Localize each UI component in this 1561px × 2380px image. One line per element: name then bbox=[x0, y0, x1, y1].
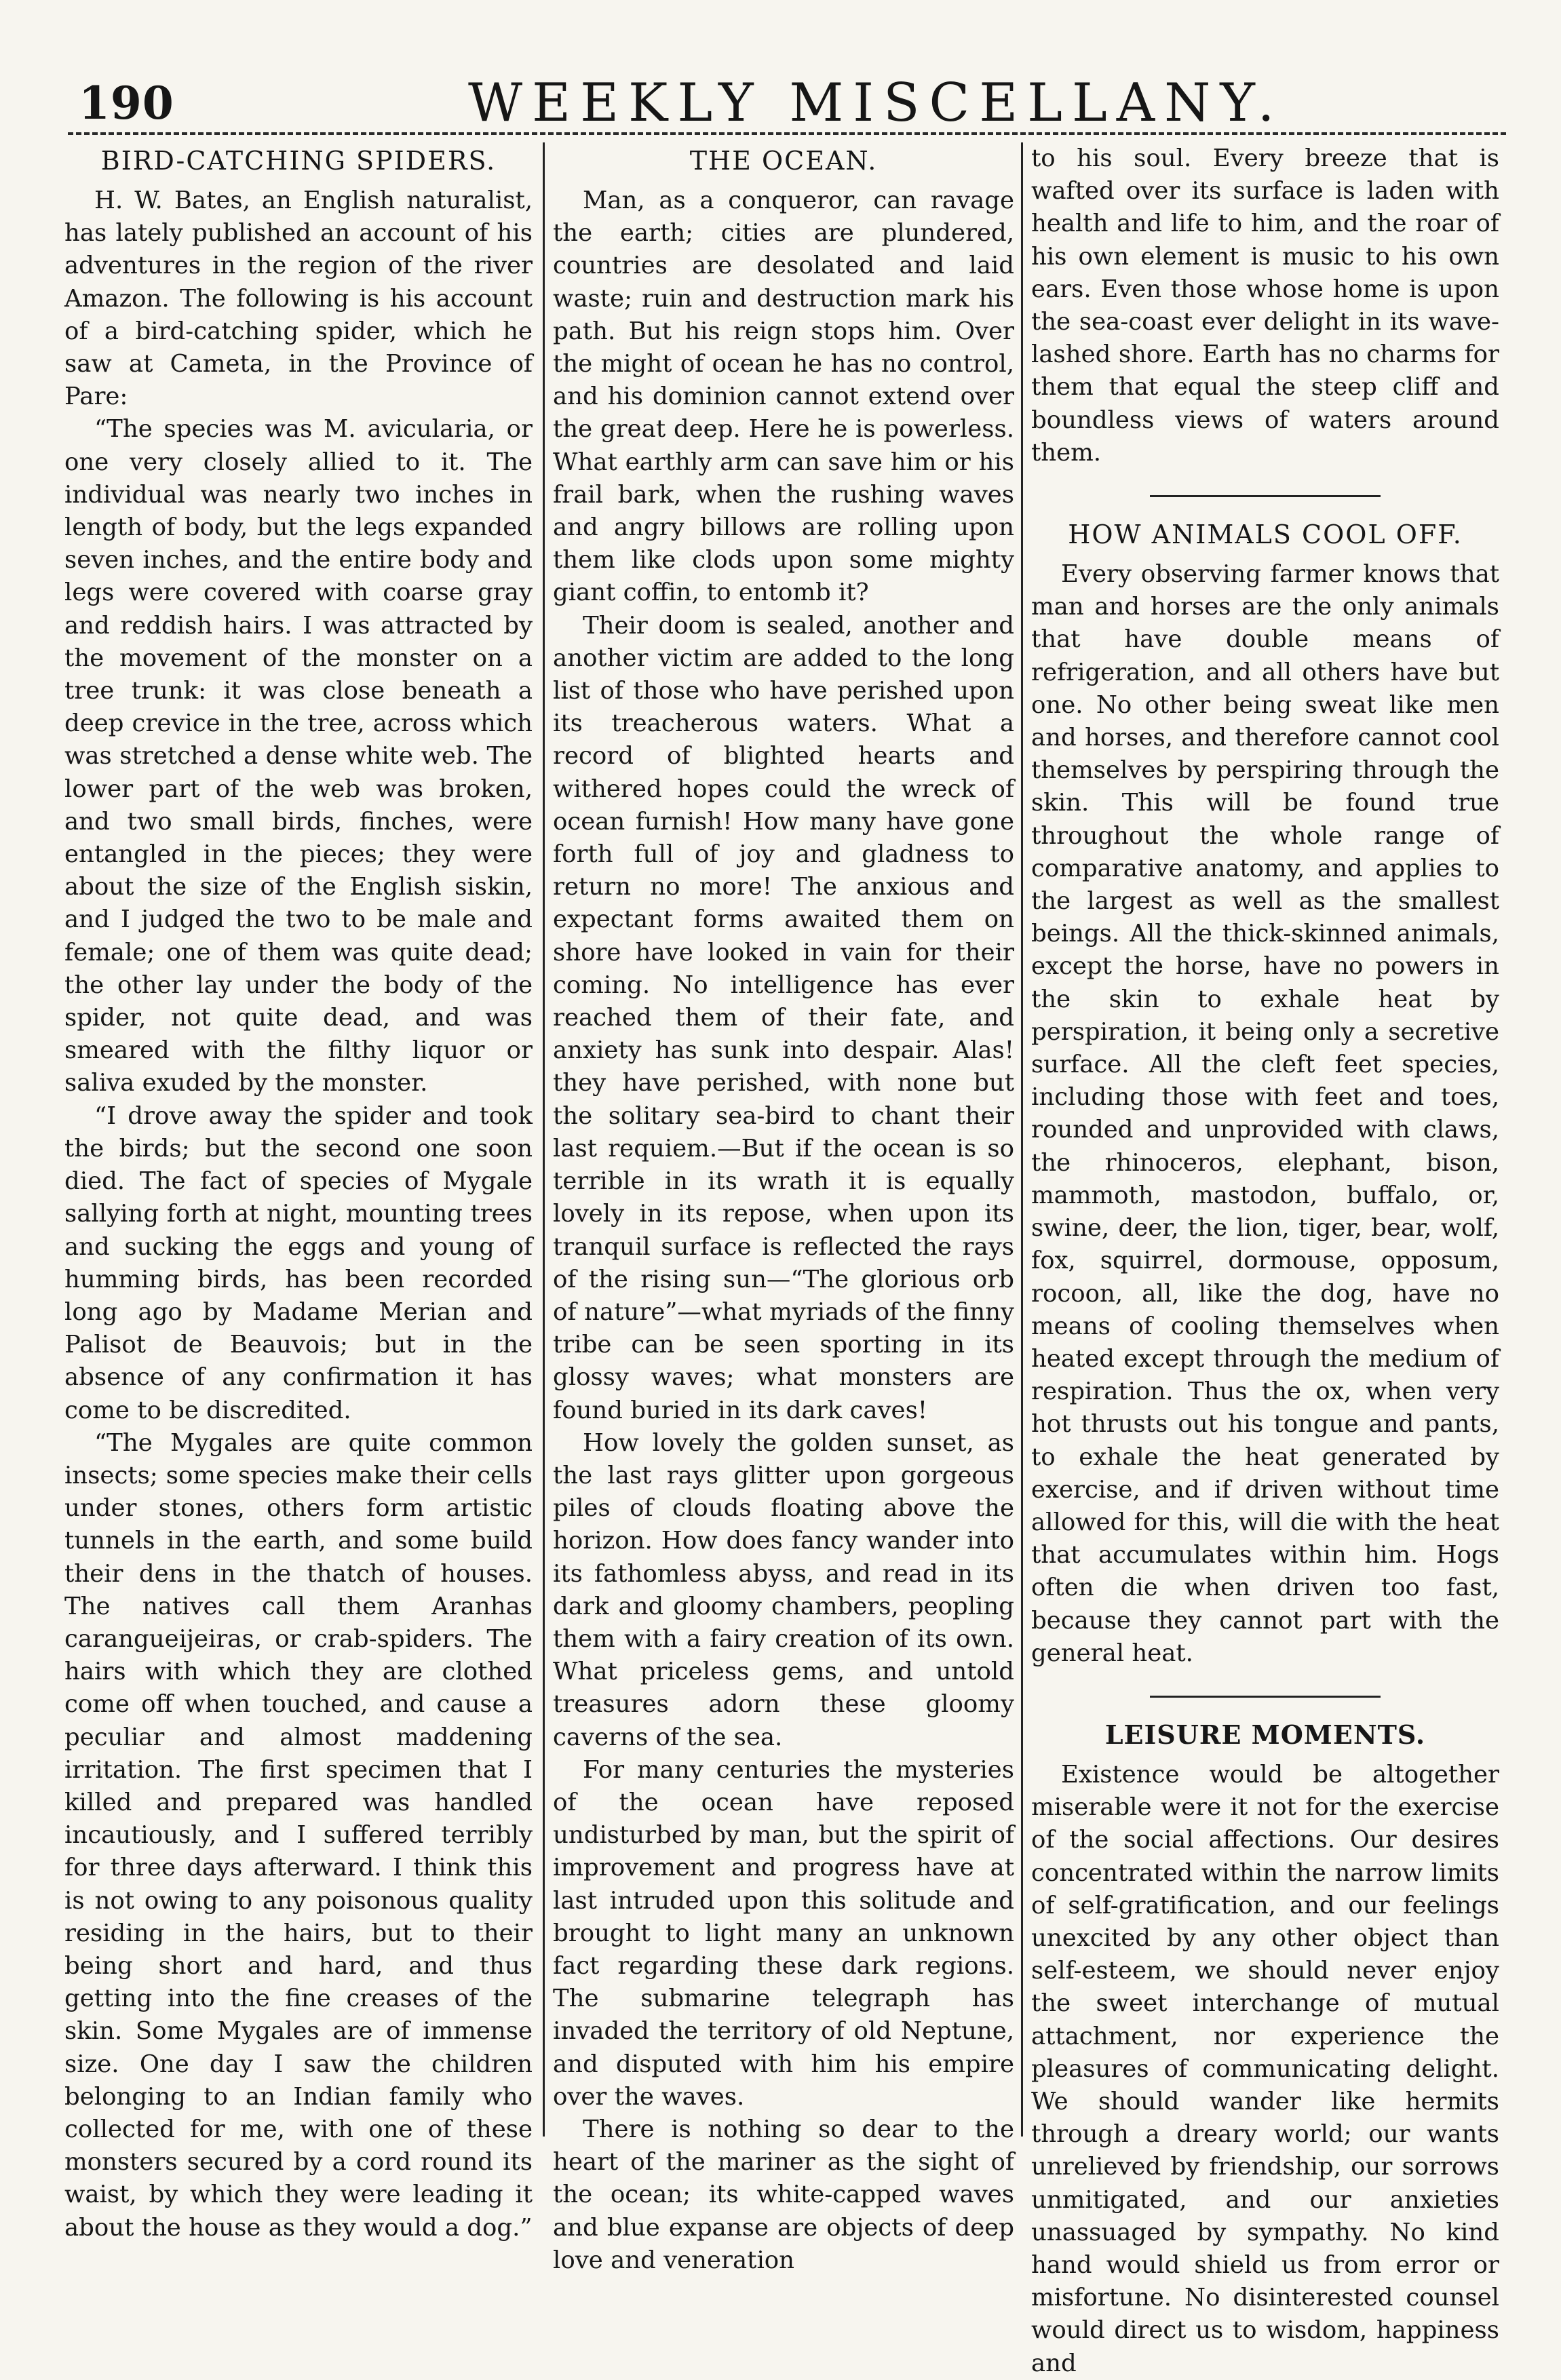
article-heading-leisure-moments: LEISURE MOMENTS. bbox=[1104, 1719, 1426, 1750]
masthead bbox=[68, 64, 1492, 139]
article-paragraph: How lovely the golden sunset, as the last rays glitter upon gorgeous piles of clouds floating above the horizon. How does fancy wander into its fathomless abyss, and read in its dark and gloomy chambers, peopling them with a fairy creation of its own. What priceless gems, and untold treasures adorn these gloomy caverns of the sea. bbox=[553, 1428, 1014, 1751]
article-paragraph: “The Mygales are quite common insects; some species make their cells under stones, others form artistic tunnels in the earth, and some build their dens in the thatch of houses. The natives call them Aranhas carangueijeiras, or crab-spiders. The hairs with which they are clothed come off when touched, and cause a peculiar and almost maddening irritation. The first specimen that I killed and prepared was handled incautiously, and I suffered terribly for three days afterward. I think this is not owing to any poisonous quality residing in the hairs, but to their being short and hard, and thus getting into the fine creases of the skin. Some Mygales are of immense size. One day I saw the children belonging to an Indian family who collected for me, with one of these monsters secured by a cord round its waist, by which they were leading it about the house as they would a dog.” bbox=[64, 1428, 533, 2242]
column-1 bbox=[64, 142, 533, 2242]
article-heading-how-animals-cool-off: HOW ANIMALS COOL OFF. bbox=[1068, 520, 1463, 550]
article-paragraph: Existence would be altogether miserable were it not for the exercise of the social affections. Our desires concentrated within the narrow limits of self-gratification, and our feelings unexcited by any other object than self-esteem, we should never enjoy the sweet interchange of mutual attachment, nor experience the pleasures of communicating delight. We should wander like hermits through a dreary world; our wants unrelieved by friendship, our sorrows unmitigated, and our anxieties unassuaged by sympathy. No kind hand would shield us from error or misfortune. No disinterested counsel would direct us to wisdom, happiness and bbox=[1031, 1760, 1499, 2377]
column-rule bbox=[543, 142, 545, 2137]
article-continuation: to his soul. Every breeze that is wafted over its surface is laden with health and life to him, and the roar of his own element is music to his own ears. Even those whose home is upon the sea-coast ever delight in its wave-lashed shore. Earth has no charms for them that equal the steep cliff and boundless views of waters around them. bbox=[1031, 144, 1499, 467]
article-heading-the-ocean: THE OCEAN. bbox=[689, 146, 878, 176]
section-divider bbox=[1150, 1696, 1381, 1698]
newspaper-title: WEEKLY MISCELLANY. bbox=[468, 73, 1284, 134]
article-paragraph: For many centuries the mysteries of the ocean have reposed undisturbed by man, but the spirit of improvement and progress have at last intruded upon this solitude and brought to light many an unknown fact regarding these dark regions. The submarine telegraph has invaded the territory of old Neptune, and disputed with him his empire over the waves. bbox=[553, 1755, 1014, 2111]
article-paragraph: “The species was M. avicularia, or one very closely allied to it. The individual was nearly two inches in length of body, but the legs expanded seven inches, and the entire body and legs were covered with coarse gray and reddish hairs. I was attracted by the movement of the monster on a tree trunk: it was close beneath a deep crevice in the tree, across which was stretched a dense white web. The lower part of the web was broken, and two small birds, finches, were entangled in the pieces; they were about the size of the English siskin, and I judged the two to be male and female; one of them was quite dead; the other lay under the body of the spider, not quite dead, and was smeared with the filthy liquor or saliva exuded by the monster. bbox=[64, 415, 533, 1097]
column-2 bbox=[553, 142, 1014, 2274]
section-divider bbox=[1150, 495, 1381, 497]
article-paragraph: H. W. Bates, an English naturalist, has lately published an account of his adventures in the region of the river Amazon. The following is his account of a bird-catching spider, which he saw at Cameta, in the Province of Pare: bbox=[64, 187, 533, 411]
column-3 bbox=[1031, 142, 1499, 2377]
article-paragraph: Man, as a conqueror, can ravage the earth; cities are plundered, countries are desolated and laid waste; ruin and destruction mark his path. But his reign stops him. Over the might of ocean he has no control, and his dominion cannot extend over the great deep. Here he is powerless. What earthly arm can save him or his frail bark, when the rushing waves and angry billows are rolling upon them like clods upon some mighty giant coffin, to entomb it? bbox=[553, 187, 1014, 607]
article-paragraph: There is nothing so dear to the heart of the mariner as the sight of the ocean; its white-capped waves and blue expanse are objects of deep love and veneration bbox=[553, 2115, 1014, 2274]
article-paragraph: Every observing farmer knows that man and horses are the only animals that have double means of refrigeration, and all others have but one. No other being sweat like men and horses, and therefore cannot cool themselves by perspiring through the skin. This will be found true throughout the whole range of comparative anatomy, and applies to the largest as well as the smallest beings. All the thick-skinned animals, except the horse, have no powers in the skin to exhale heat by perspiration, it being only a secretive surface. All the cleft feet species, including those with feet and toes, rounded and unprovided with claws, the rhinoceros, elephant, bison, mammoth, mastodon, buffalo, or, swine, deer, the lion, tiger, bear, wolf, fox, squirrel, dormouse, opposum, rocoon, all, like the dog, have no means of cooling themselves when heated except through the medium of respiration. Thus the ox, when very hot thrusts out his tongue and pants, to exhale the heat generated by exercise, and if driven without time allowed for this, will die with the heat that accumulates within him. Hogs often die when driven too fast, because they cannot part with the general heat. bbox=[1031, 560, 1499, 1667]
article-paragraph: Their doom is sealed, another and another victim are added to the long list of those who have perished upon its treacherous waters. What a record of blighted hearts and withered hopes could the wreck of ocean furnish! How many have gone forth full of joy and gladness to return no more! The anxious and expectant forms awaited them on shore have looked in vain for their coming. No intelligence has ever reached them of their fate, and anxiety has sunk into despair. Alas! they have perished, with none but the solitary sea-bird to chant their last requiem.—But if the ocean is so terrible in its wrath it is equally lovely in its repose, when upon its tranquil surface is reflected the rays of the rising sun—“The glorious orb of nature”—what myriads of the finny tribe can be seen sporting in its glossy waves; what monsters are found buried in its dark caves! bbox=[553, 611, 1014, 1424]
masthead-rule bbox=[68, 132, 1506, 135]
column-rule bbox=[1021, 142, 1023, 2137]
article-paragraph: “I drove away the spider and took the birds; but the second one soon died. The fact of species of Mygale sallying forth at night, mounting trees and sucking the eggs and young of humming birds, has been recorded long ago by Madame Merian and Palisot de Beauvois; but in the absence of any confirmation it has come to be discredited. bbox=[64, 1101, 533, 1424]
page-number: 190 bbox=[79, 77, 174, 130]
article-heading-bird-catching-spiders: BIRD-CATCHING SPIDERS. bbox=[100, 146, 497, 176]
